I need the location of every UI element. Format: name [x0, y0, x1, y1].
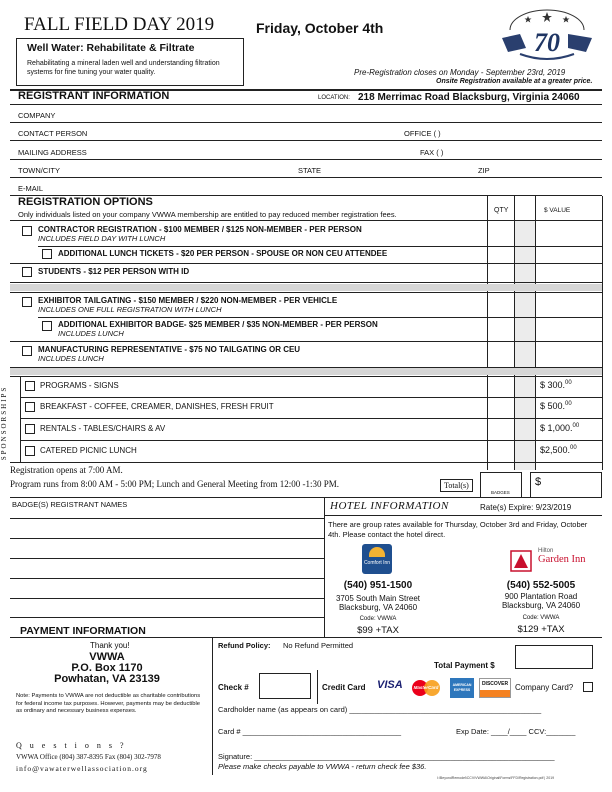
sponsor-breakfast-checkbox[interactable] [25, 402, 35, 412]
badge-name-line-4[interactable] [10, 578, 324, 579]
contractor-checkbox[interactable] [22, 226, 32, 236]
hilton-address2: Blacksburg, VA 24060 [501, 601, 581, 610]
badge-name-line-6[interactable] [10, 617, 324, 618]
contractor-option: CONTRACTOR REGISTRATION - $100 MEMBER / $125 NON-MEMBER - PER PERSON INCLUDES FIELD DAY WITH LUNCH [38, 225, 362, 243]
contact-label: CONTACT PERSON [18, 129, 88, 138]
feature-box [16, 38, 244, 86]
sponsor-rentals-price: $ 1,000.00 [540, 423, 580, 433]
comfort-address2: Blacksburg, VA 24060 [338, 603, 418, 612]
hotel-heading: HOTEL INFORMATION [330, 500, 449, 512]
vwwa-70-logo [498, 8, 596, 66]
questions-label: Q u e s t i o n s ? [16, 741, 127, 750]
comfort-address1: 3705 South Main Street [335, 594, 421, 603]
location-label: LOCATION: [318, 95, 350, 101]
town-field[interactable] [10, 177, 602, 178]
event-date: Friday, October 4th [256, 20, 384, 36]
office-label: OFFICE ( ) [404, 129, 441, 138]
check-label: Check # [218, 683, 249, 692]
badge-names-heading: BADGE(S) REGISTRANT NAMES [12, 500, 128, 509]
sponsor-breakfast-label: BREAKFAST - COFFEE, CREAMER, DANISHES, FRESH FRUIT [40, 402, 274, 411]
mailing-field[interactable] [10, 159, 602, 160]
rates-expire: Rate(s) Expire: 9/23/2019 [480, 503, 572, 512]
contact-field[interactable] [10, 140, 602, 141]
refund-text: No Refund Permitted [283, 641, 354, 650]
company-label: COMPANY [18, 111, 56, 120]
feature-title: Well Water: Rehabilitate & Filtrate [27, 42, 195, 54]
location-address: 218 Merrimac Road Blacksburg, Virginia 24060 [358, 92, 580, 103]
company-field[interactable] [10, 122, 602, 123]
lunch-option: ADDITIONAL LUNCH TICKETS - $20 PER PERSON - SPOUSE OR NON CEU ATTENDEE [58, 249, 388, 258]
comfort-rate: $99 +TAX [357, 625, 399, 636]
visa-logo: VISA [377, 679, 403, 691]
sponsor-picnic-label: CATERED PICNIC LUNCH [40, 446, 137, 455]
options-heading: REGISTRATION OPTIONS [18, 196, 153, 208]
exhibitor-checkbox[interactable] [22, 297, 32, 307]
email-label: E-MAIL [18, 184, 44, 193]
sponsor-rentals-checkbox[interactable] [25, 424, 35, 434]
value-header: $ VALUE [544, 207, 571, 214]
company-card-checkbox[interactable] [583, 682, 593, 692]
comfort-phone: (540) 951-1500 [343, 580, 413, 591]
registration-opens: Registration opens at 7:00 AM. [10, 465, 123, 475]
sponsor-picnic-checkbox[interactable] [25, 446, 35, 456]
logo-number: 70 [534, 28, 560, 57]
program-schedule: Program runs from 8:00 AM - 5:00 PM; Lunch and General Meeting from 12:00 -1:30 PM. [10, 479, 339, 489]
hilton-address1: 900 Plantation Road [504, 592, 578, 601]
org-pobox: P.O. Box 1170 [71, 662, 143, 674]
sponsor-rentals-label: RENTALS - TABLES/CHAIRS & AV [40, 424, 166, 433]
onsite-note: Onsite Registration available at a greater price. [436, 78, 593, 85]
lunch-checkbox[interactable] [42, 249, 52, 259]
checks-payable-note: Please make checks payable to VWWA - return check fee $36. [218, 762, 427, 771]
town-label: TOWN/CITY [18, 166, 60, 175]
feature-desc: Rehabilitating a mineral laden well and understanding filtration systems for fine tuning your water quality. [27, 60, 220, 76]
hilton-phone: (540) 552-5005 [506, 580, 576, 591]
manufacturing-checkbox[interactable] [22, 346, 32, 356]
state-label: STATE [298, 166, 322, 175]
payment-heading: PAYMENT INFORMATION [20, 625, 146, 637]
badge-name-line-5[interactable] [10, 598, 324, 599]
amex-logo: AMERICAN EXPRESS [450, 678, 474, 698]
signature-field[interactable]: Signature: ________________________________________________________________________ [218, 752, 555, 761]
students-option: STUDENTS - $12 PER PERSON WITH ID [38, 267, 190, 276]
hotel-desc: There are group rates available for Thursday, October 3rd and Friday, October 4th. Please contact the hotel direct. [328, 520, 588, 539]
badge-option: ADDITIONAL EXHIBITOR BADGE- $25 MEMBER / $35 NON-MEMBER - PER PERSON INCLUDES LUNCH [58, 320, 378, 338]
manufacturing-option: MANUFACTURING REPRESENTATIVE - $75 NO TAILGATING OR CEU INCLUDES LUNCH [38, 345, 301, 363]
refund-label: Refund Policy: [218, 641, 271, 650]
sponsor-breakfast-price: $ 500.00 [540, 401, 572, 411]
cardholder-field[interactable]: Cardholder name (as appears on card) ______________________________________________ [218, 705, 542, 714]
office-phones: VWWA Office (804) 387-8395 Fax (804) 302-7978 [16, 753, 161, 761]
check-number-box[interactable] [259, 673, 311, 699]
discover-logo: DISCOVER [479, 678, 511, 698]
sponsor-programs-checkbox[interactable] [25, 381, 35, 391]
zip-label: ZIP [478, 166, 490, 175]
sponsorships-side-label: SPONSORSHIPS [0, 385, 8, 461]
totals-label: Total(s) [440, 479, 473, 492]
sponsor-programs-price: $ 300.00 [540, 380, 572, 390]
credit-card-label: Credit Card [322, 683, 366, 692]
tax-note: Note: Payments to VWWA are not deductible as charitable contributions for federal income tax purposes. However, payments may be deductible as ordinary and necessary business expenses. [16, 693, 201, 714]
total-payment-label: Total Payment $ [434, 661, 495, 670]
org-city: Powhatan, VA 23139 [54, 673, 160, 685]
card-number-field[interactable]: Card # ______________________________________ [218, 727, 402, 736]
fax-label: FAX ( ) [420, 148, 444, 157]
mailing-label: MAILING ADDRESS [18, 148, 87, 157]
exp-ccv-field[interactable]: Exp Date: ____/____ CCV:_______ [456, 727, 576, 736]
org-name: VWWA [89, 651, 125, 663]
dollar-sign: $ [535, 476, 542, 488]
hilton-logo: Hilton Garden Inn [508, 548, 598, 574]
comfort-inn-logo: Comfort Inn [362, 544, 392, 574]
students-checkbox[interactable] [22, 267, 32, 277]
badge-name-line-3[interactable] [10, 558, 324, 559]
org-email: info@vawaterwellassociation.org [16, 764, 148, 773]
exhibitor-option: EXHIBITOR TAILGATING - $150 MEMBER / $220 NON-MEMBER - PER VEHICLE INCLUDES ONE FULL REGISTRATION WITH LUNCH [38, 296, 338, 314]
mastercard-logo: MasterCard [410, 678, 442, 698]
sponsor-programs-label: PROGRAMS - SIGNS [40, 381, 119, 390]
comfort-code: Code: VWWA [359, 616, 397, 622]
registrant-heading: REGISTRANT INFORMATION [18, 90, 170, 102]
prereg-close: Pre-Registration closes on Monday - September 23rd, 2019 [354, 68, 566, 77]
hilton-code: Code: VWWA [522, 615, 560, 621]
hilton-rate: $129 +TAX [517, 624, 565, 635]
badge-name-line-2[interactable] [10, 538, 324, 539]
total-payment-box[interactable] [515, 645, 593, 669]
badge-name-line-1[interactable] [10, 518, 324, 519]
footer-path: I:\BeyondRemodel\CCV\VWWA\Original\Forms\FFD\Registration.pdf | 2019 [437, 776, 555, 780]
badge-checkbox[interactable] [42, 321, 52, 331]
qty-header: QTY [494, 207, 509, 214]
options-note: Only individuals listed on your company VWWA membership are entitled to pay reduced member registration fees. [18, 210, 397, 219]
sponsor-picnic-price: $2,500.00 [540, 445, 577, 455]
company-card-label: Company Card? [515, 683, 574, 692]
badges-label: BADGES [491, 490, 510, 495]
thank-you: Thank you! [90, 641, 130, 650]
event-title: FALL FIELD DAY 2019 [24, 14, 215, 35]
